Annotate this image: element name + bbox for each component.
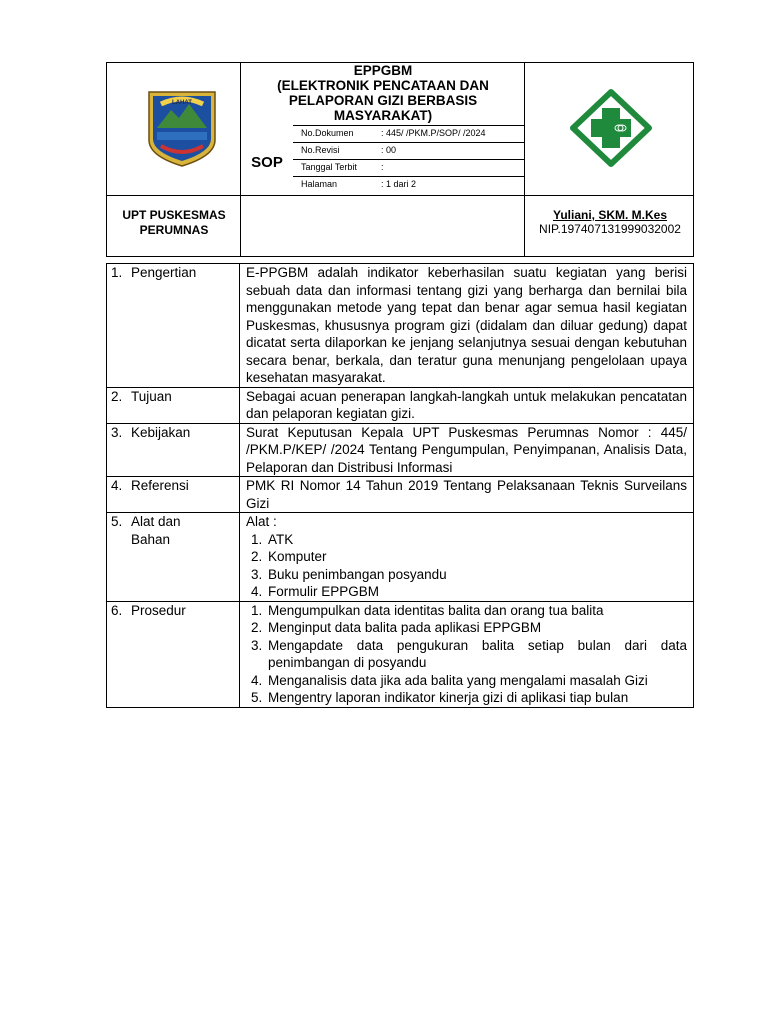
puskesmas-logo-icon [569, 88, 653, 168]
list-item: 1. ATK [266, 531, 687, 549]
meta-row-page [293, 176, 525, 193]
unit-signature-row [106, 195, 694, 257]
list-item: 1. Mengumpulkan data identitas balita dan orang tua balita [266, 602, 687, 620]
signer-nip: NIP.197407131999032002 [539, 222, 681, 236]
section-title: Tujuan [131, 388, 172, 404]
section-title: Bahan [131, 531, 171, 547]
sop-label: SOP [251, 153, 283, 171]
table-row [107, 601, 694, 707]
lahat-regency-emblem-icon [147, 88, 217, 168]
title-line: (ELEKTRONIK PENCATAAN DAN [277, 78, 489, 93]
unit-line: PERUMNAS [139, 223, 209, 237]
section-content [240, 601, 694, 707]
meta-row-issue-date [293, 159, 525, 176]
list-item: 5. Mengentry laporan indikator kinerja gizi di aplikasi tiap bulan [266, 689, 687, 707]
section-number: 4. [111, 478, 123, 493]
list-intro: Alat : [246, 514, 277, 529]
section-title: Kebijakan [131, 424, 191, 440]
section-title: Pengertian [131, 265, 197, 280]
procedure-list [246, 602, 687, 707]
meta-key: No.Dokumen [301, 128, 354, 138]
meta-row-document-number [293, 125, 525, 142]
meta-value: : [381, 162, 384, 172]
meta-value: : 1 dari 2 [381, 179, 417, 189]
table-row [107, 264, 694, 388]
section-label [107, 601, 240, 707]
unit-name [107, 208, 241, 238]
section-number: 3. [111, 424, 123, 440]
tools-list [246, 531, 687, 601]
signature-block [525, 208, 695, 236]
section-title: Alat dan [131, 514, 181, 529]
section-label [107, 477, 240, 513]
title-line: PELAPORAN GIZI BERBASIS [288, 93, 478, 108]
sop-header-block [106, 62, 694, 196]
list-item: 4. Formulir EPPGBM [266, 583, 687, 601]
meta-key: Halaman [301, 179, 338, 189]
unit-line: UPT PUSKESMAS [122, 208, 226, 222]
table-row [107, 513, 694, 602]
section-label [107, 423, 240, 477]
section-title: Referensi [131, 478, 189, 493]
sop-content-table [106, 263, 694, 708]
section-number: 5. [111, 514, 123, 529]
list-item: 2. Komputer [266, 548, 687, 566]
section-content: Surat Keputusan Kepala UPT Puskesmas Perumnas Nomor : 445/ /PKM.P/KEP/ /2024 Tentang Pengumpulan, Penyimpanan, Analisis Data, Pelaporan dan Distribusi Informasi [240, 423, 694, 477]
section-number: 6. [111, 602, 123, 618]
document-meta-table [293, 125, 525, 193]
title-line: MASYARAKAT) [333, 108, 433, 123]
list-item: 3. Buku penimbangan posyandu [266, 566, 687, 584]
meta-value: : 445/ /PKM.P/SOP/ /2024 [381, 128, 486, 138]
meta-row-revision [293, 142, 525, 159]
list-item: 2. Menginput data balita pada aplikasi EPPGBM [266, 619, 687, 637]
meta-value: : 00 [381, 145, 397, 155]
section-content: PMK RI Nomor 14 Tahun 2019 Tentang Pelaksanaan Teknis Surveilans Gizi [240, 477, 694, 513]
meta-key: No.Revisi [301, 145, 340, 155]
section-number: 2. [111, 388, 123, 404]
section-content [240, 513, 694, 602]
title-line: EPPGBM [353, 63, 413, 78]
list-item: 4. Menganalisis data jika ada balita yang mengalami masalah Gizi [266, 672, 687, 690]
table-row [107, 423, 694, 477]
signer-name: Yuliani, SKM. M.Kes [552, 208, 668, 222]
list-item: 3. Mengapdate data pengukuran balita setiap bulan dari data penimbangan di posyandu [266, 637, 687, 672]
section-label [107, 387, 240, 423]
table-row [107, 477, 694, 513]
meta-key: Tanggal Terbit [301, 162, 357, 172]
section-content: Sebagai acuan penerapan langkah-langkah untuk melakukan pencatatan dan pelaporan kegiatan gizi. [240, 387, 694, 423]
svg-text:LAHAT: LAHAT [172, 100, 192, 106]
section-number: 1. [111, 265, 123, 280]
table-row [107, 387, 694, 423]
section-label [107, 513, 240, 602]
section-label [107, 264, 240, 388]
document-title [241, 63, 525, 123]
section-title: Prosedur [131, 602, 186, 618]
section-content: E-PPGBM adalah indikator keberhasilan suatu kegiatan yang berisi sebuah data dan informasi tentang gizi yang berharga dan bernilai bila menggunakan metode yang tepat dan benar agar semua hasil kegiatan Puskesmas, khususnya program gizi (didalam dan diluar gedung) dapat dicatat serta dilaporkan ke jenjang selanjutnya sesuai dengan kebutuhan secara benar, berkala, dan teratur guna menunjang pengelolaan upaya kesehatan masyarakat. [240, 264, 694, 388]
